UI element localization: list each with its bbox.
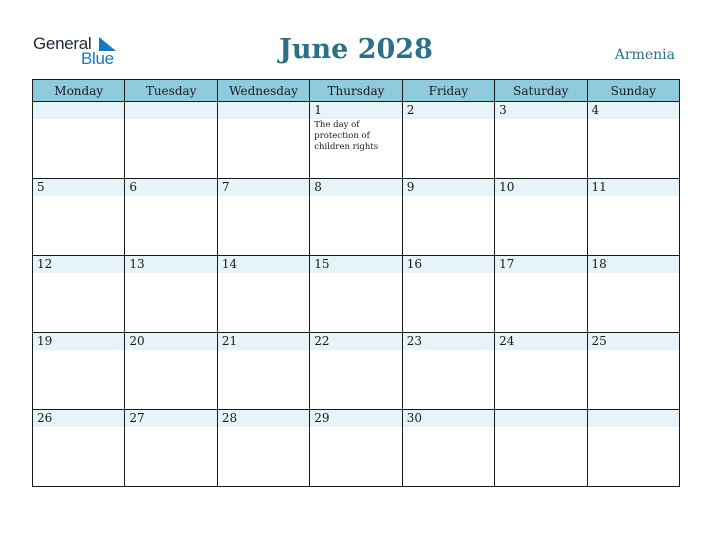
day-cell — [495, 102, 587, 179]
weekday-monday: Monday — [33, 80, 125, 102]
day-cell — [125, 410, 217, 487]
day-number: 10 — [495, 179, 586, 196]
day-cell — [125, 256, 217, 333]
holiday-event: The day of protection of children rights — [314, 120, 379, 152]
day-number: 20 — [125, 333, 216, 350]
day-cell — [402, 410, 494, 487]
day-cell — [310, 333, 402, 410]
day-number: 8 — [310, 179, 401, 196]
day-cell — [402, 179, 494, 256]
weekday-friday: Friday — [402, 80, 494, 102]
day-number: 23 — [403, 333, 494, 350]
day-cell — [495, 410, 587, 487]
week-row — [33, 179, 680, 256]
day-cell — [217, 333, 309, 410]
day-cell — [217, 102, 309, 179]
day-number: 22 — [310, 333, 401, 350]
day-number: 1 — [310, 102, 401, 119]
country-label: Armenia — [614, 47, 675, 63]
day-number: 11 — [588, 179, 679, 196]
day-cell — [495, 333, 587, 410]
day-cell — [33, 102, 125, 179]
day-cell — [587, 102, 679, 179]
weekday-sunday: Sunday — [587, 80, 679, 102]
day-number: 26 — [33, 410, 124, 427]
day-cell — [33, 333, 125, 410]
weekday-saturday: Saturday — [495, 80, 587, 102]
day-cell — [310, 256, 402, 333]
day-number: 7 — [218, 179, 309, 196]
week-row — [33, 410, 680, 487]
day-number — [218, 102, 309, 119]
day-cell — [310, 179, 402, 256]
logo-word-blue: Blue — [81, 49, 114, 68]
weekday-header-row — [33, 80, 680, 102]
week-row — [33, 256, 680, 333]
calendar-body — [33, 102, 680, 487]
day-number: 14 — [218, 256, 309, 273]
day-number: 4 — [588, 102, 679, 119]
day-number: 18 — [588, 256, 679, 273]
day-cell — [402, 102, 494, 179]
day-cell — [587, 410, 679, 487]
week-row — [33, 333, 680, 410]
day-number: 29 — [310, 410, 401, 427]
day-number: 6 — [125, 179, 216, 196]
day-cell — [125, 102, 217, 179]
day-number: 25 — [588, 333, 679, 350]
day-number: 27 — [125, 410, 216, 427]
day-cell — [33, 179, 125, 256]
calendar-grid — [32, 79, 680, 487]
day-cell — [495, 256, 587, 333]
day-cell — [587, 256, 679, 333]
day-number — [495, 410, 586, 427]
day-cell — [587, 333, 679, 410]
day-number: 21 — [218, 333, 309, 350]
day-number: 19 — [33, 333, 124, 350]
day-cell — [217, 179, 309, 256]
day-number: 17 — [495, 256, 586, 273]
day-number — [33, 102, 124, 119]
day-cell — [217, 410, 309, 487]
day-number: 2 — [403, 102, 494, 119]
day-number — [125, 102, 216, 119]
page-title: June 2028 — [279, 34, 433, 65]
day-number: 12 — [33, 256, 124, 273]
day-cell — [587, 179, 679, 256]
day-cell — [33, 256, 125, 333]
day-number — [588, 410, 679, 427]
week-row — [33, 102, 680, 179]
day-cell — [125, 179, 217, 256]
weekday-thursday: Thursday — [310, 80, 402, 102]
day-number: 16 — [403, 256, 494, 273]
day-number: 30 — [403, 410, 494, 427]
day-cell — [402, 333, 494, 410]
day-number: 3 — [495, 102, 586, 119]
day-number: 9 — [403, 179, 494, 196]
day-cell — [310, 410, 402, 487]
day-number: 28 — [218, 410, 309, 427]
day-number: 5 — [33, 179, 124, 196]
day-number: 13 — [125, 256, 216, 273]
day-cell — [217, 256, 309, 333]
weekday-tuesday: Tuesday — [125, 80, 217, 102]
day-cell — [125, 333, 217, 410]
day-cell — [33, 410, 125, 487]
day-number: 15 — [310, 256, 401, 273]
logo-word-general: General — [33, 34, 92, 53]
day-cell — [495, 179, 587, 256]
day-number: 24 — [495, 333, 586, 350]
weekday-wednesday: Wednesday — [217, 80, 309, 102]
day-cell — [310, 102, 402, 179]
day-cell — [402, 256, 494, 333]
